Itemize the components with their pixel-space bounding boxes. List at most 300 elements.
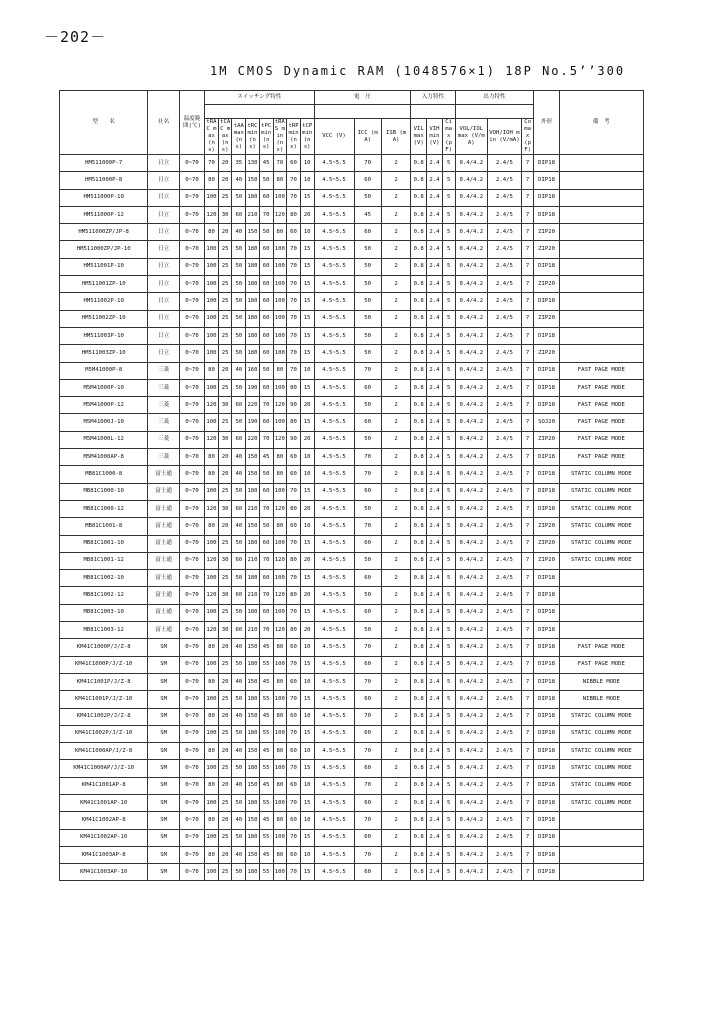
cell-vil: 0.8: [411, 656, 427, 673]
cell-vcc: 4.5~5.5: [314, 379, 354, 396]
cell-temp: 0~70: [179, 224, 204, 241]
cell-t-5: 80: [273, 362, 287, 379]
cell-ci: 5: [442, 829, 455, 846]
cell-part: KM41C1002AP-10: [60, 829, 148, 846]
cell-co: 7: [521, 518, 534, 535]
cell-note: FAST PAGE MODE: [559, 431, 643, 448]
cell-t-0: 80: [205, 172, 219, 189]
column-header: tRAS min (ns): [274, 119, 285, 153]
cell-t-1: 20: [218, 743, 232, 760]
cell-temp: 0~70: [179, 172, 204, 189]
cell-t-2: 60: [232, 206, 246, 223]
cell-ci: 5: [442, 725, 455, 742]
table-row: [60, 500, 644, 517]
cell-icc: 70: [354, 812, 381, 829]
cell-t-1: 25: [218, 414, 232, 431]
cell-icc: 50: [354, 345, 381, 362]
cell-part: MB81C1001-8: [60, 518, 148, 535]
cell-note: FAST PAGE MODE: [559, 656, 643, 673]
cell-t-7: 20: [300, 622, 314, 639]
cell-part: HM511001P-10: [60, 258, 148, 275]
cell-t-4: 45: [259, 449, 273, 466]
cell-t-4: 70: [259, 552, 273, 569]
cell-t-0: 100: [205, 258, 219, 275]
cell-t-4: 45: [259, 155, 273, 172]
cell-pkg: DIP18: [534, 189, 559, 206]
cell-voh: 2.4/5: [488, 310, 522, 327]
cell-ci: 5: [442, 155, 455, 172]
cell-maker: 日立: [148, 206, 180, 223]
cell-pkg: ZIP20: [534, 345, 559, 362]
cell-t-2: 50: [232, 691, 246, 708]
cell-vcc: 4.5~5.5: [314, 691, 354, 708]
cell-vol: 0.4/4.2: [455, 760, 488, 777]
cell-t-6: 70: [287, 241, 301, 258]
cell-maker: SM: [148, 743, 180, 760]
cell-pkg: DIP18: [534, 656, 559, 673]
cell-t-7: 15: [300, 794, 314, 811]
cell-pkg: DIP18: [534, 327, 559, 344]
cell-t-3: 220: [246, 431, 260, 448]
cell-t-4: 60: [259, 327, 273, 344]
cell-t-5: 100: [273, 293, 287, 310]
cell-vil: 0.8: [411, 483, 427, 500]
cell-temp: 0~70: [179, 725, 204, 742]
cell-temp: 0~70: [179, 639, 204, 656]
cell-t-4: 45: [259, 812, 273, 829]
cell-voh: 2.4/5: [488, 449, 522, 466]
cell-voh: 2.4/5: [488, 846, 522, 863]
cell-icc: 60: [354, 224, 381, 241]
cell-vih: 2.4: [427, 656, 443, 673]
cell-isb: 2: [381, 518, 410, 535]
cell-t-3: 180: [246, 570, 260, 587]
cell-vcc: 4.5~5.5: [314, 725, 354, 742]
cell-t-0: 80: [205, 846, 219, 863]
cell-vil: 0.8: [411, 829, 427, 846]
cell-t-5: 100: [273, 241, 287, 258]
table-row: [60, 708, 644, 725]
cell-isb: 2: [381, 206, 410, 223]
cell-vcc: 4.5~5.5: [314, 414, 354, 431]
cell-vcc: 4.5~5.5: [314, 466, 354, 483]
cell-vcc: 4.5~5.5: [314, 639, 354, 656]
cell-t-4: 55: [259, 656, 273, 673]
column-header: ICC (mA): [354, 119, 381, 155]
cell-vol: 0.4/4.2: [455, 518, 488, 535]
cell-t-0: 100: [205, 604, 219, 621]
cell-t-5: 100: [273, 794, 287, 811]
cell-t-7: 15: [300, 189, 314, 206]
cell-voh: 2.4/5: [488, 552, 522, 569]
cell-isb: 2: [381, 656, 410, 673]
cell-part: MB81C1001-12: [60, 552, 148, 569]
cell-co: 7: [521, 206, 534, 223]
cell-note: FAST PAGE MODE: [559, 414, 643, 431]
cell-icc: 60: [354, 725, 381, 742]
cell-t-4: 45: [259, 777, 273, 794]
column-header: VOL/IOL max (V/mA): [455, 119, 488, 155]
cell-t-6: 80: [287, 500, 301, 517]
cell-t-1: 25: [218, 327, 232, 344]
table-row: [60, 414, 644, 431]
cell-pkg: ZIP20: [534, 431, 559, 448]
cell-voh: 2.4/5: [488, 224, 522, 241]
cell-t-7: 15: [300, 760, 314, 777]
cell-maker: SM: [148, 760, 180, 777]
cell-vcc: 4.5~5.5: [314, 206, 354, 223]
cell-t-4: 60: [259, 345, 273, 362]
cell-t-5: 120: [273, 397, 287, 414]
cell-t-1: 20: [218, 673, 232, 690]
cell-vil: 0.8: [411, 708, 427, 725]
cell-t-5: 100: [273, 379, 287, 396]
cell-t-7: 15: [300, 829, 314, 846]
cell-pkg: DIP18: [534, 812, 559, 829]
cell-t-2: 50: [232, 725, 246, 742]
table-row: [60, 449, 644, 466]
cell-isb: 2: [381, 708, 410, 725]
cell-pkg: DIP18: [534, 466, 559, 483]
cell-icc: 50: [354, 622, 381, 639]
cell-vol: 0.4/4.2: [455, 345, 488, 362]
cell-part: MB81C1002-10: [60, 570, 148, 587]
cell-t-7: 10: [300, 846, 314, 863]
cell-part: M5M41000P-12: [60, 397, 148, 414]
cell-t-2: 50: [232, 258, 246, 275]
cell-t-0: 80: [205, 777, 219, 794]
cell-part: KM41C1002AP-8: [60, 812, 148, 829]
cell-icc: 70: [354, 708, 381, 725]
cell-pkg: DIP18: [534, 206, 559, 223]
cell-co: 7: [521, 397, 534, 414]
cell-t-0: 100: [205, 725, 219, 742]
cell-vol: 0.4/4.2: [455, 587, 488, 604]
cell-vol: 0.4/4.2: [455, 172, 488, 189]
cell-note: FAST PAGE MODE: [559, 379, 643, 396]
cell-t-2: 60: [232, 622, 246, 639]
header-output-spacer: [455, 105, 534, 119]
cell-t-5: 100: [273, 310, 287, 327]
table-row: [60, 656, 644, 673]
cell-co: 7: [521, 829, 534, 846]
cell-vol: 0.4/4.2: [455, 241, 488, 258]
cell-vil: 0.8: [411, 258, 427, 275]
cell-vil: 0.8: [411, 794, 427, 811]
cell-vil: 0.8: [411, 449, 427, 466]
cell-t-7: 15: [300, 725, 314, 742]
cell-pkg: DIP18: [534, 708, 559, 725]
cell-t-2: 35: [232, 155, 246, 172]
cell-isb: 2: [381, 604, 410, 621]
column-header: tCP min (ns): [300, 119, 314, 155]
cell-t-1: 25: [218, 293, 232, 310]
cell-icc: 50: [354, 258, 381, 275]
cell-maker: SM: [148, 864, 180, 881]
cell-t-3: 180: [246, 276, 260, 293]
cell-ci: 5: [442, 206, 455, 223]
header-input-group: 入力特性: [411, 91, 455, 105]
cell-part: MB81C1002-12: [60, 587, 148, 604]
cell-t-0: 100: [205, 483, 219, 500]
cell-t-1: 20: [218, 777, 232, 794]
cell-t-0: 80: [205, 708, 219, 725]
cell-t-0: 100: [205, 379, 219, 396]
cell-t-5: 100: [273, 327, 287, 344]
cell-icc: 60: [354, 483, 381, 500]
cell-icc: 50: [354, 431, 381, 448]
cell-t-5: 80: [273, 449, 287, 466]
cell-maker: SM: [148, 673, 180, 690]
cell-pkg: DIP18: [534, 500, 559, 517]
cell-t-3: 180: [246, 345, 260, 362]
cell-t-1: 20: [218, 518, 232, 535]
cell-vcc: 4.5~5.5: [314, 293, 354, 310]
cell-temp: 0~70: [179, 812, 204, 829]
cell-temp: 0~70: [179, 518, 204, 535]
cell-part: MB81C1003-10: [60, 604, 148, 621]
table-row: [60, 673, 644, 690]
cell-icc: 50: [354, 500, 381, 517]
cell-t-3: 150: [246, 466, 260, 483]
cell-pkg: DIP18: [534, 639, 559, 656]
cell-t-2: 60: [232, 431, 246, 448]
cell-isb: 2: [381, 743, 410, 760]
column-header: Co max (pF): [521, 119, 534, 155]
cell-vol: 0.4/4.2: [455, 449, 488, 466]
table-row: [60, 535, 644, 552]
cell-t-4: 70: [259, 206, 273, 223]
cell-note: STATIC COLUMN MODE: [559, 777, 643, 794]
cell-part: HM511000ZP/JP-8: [60, 224, 148, 241]
cell-icc: 60: [354, 535, 381, 552]
cell-vih: 2.4: [427, 725, 443, 742]
cell-icc: 60: [354, 864, 381, 881]
cell-co: 7: [521, 327, 534, 344]
cell-t-7: 20: [300, 552, 314, 569]
cell-t-7: 15: [300, 414, 314, 431]
cell-maker: 富士通: [148, 466, 180, 483]
cell-note: [559, 587, 643, 604]
cell-vil: 0.8: [411, 587, 427, 604]
cell-voh: 2.4/5: [488, 829, 522, 846]
cell-vol: 0.4/4.2: [455, 639, 488, 656]
cell-t-5: 100: [273, 276, 287, 293]
cell-part: MB81C1000-10: [60, 483, 148, 500]
cell-t-6: 70: [287, 829, 301, 846]
cell-t-4: 60: [259, 414, 273, 431]
cell-t-1: 20: [218, 224, 232, 241]
cell-isb: 2: [381, 449, 410, 466]
cell-vil: 0.8: [411, 552, 427, 569]
table-row: [60, 483, 644, 500]
cell-temp: 0~70: [179, 500, 204, 517]
cell-voh: 2.4/5: [488, 327, 522, 344]
cell-t-6: 60: [287, 708, 301, 725]
table-row: [60, 864, 644, 881]
cell-t-0: 120: [205, 622, 219, 639]
cell-t-1: 25: [218, 379, 232, 396]
cell-t-0: 80: [205, 743, 219, 760]
cell-t-0: 80: [205, 224, 219, 241]
cell-t-1: 25: [218, 241, 232, 258]
cell-t-1: 20: [218, 449, 232, 466]
cell-t-3: 210: [246, 587, 260, 604]
cell-t-1: 25: [218, 483, 232, 500]
cell-t-3: 180: [246, 725, 260, 742]
cell-temp: 0~70: [179, 846, 204, 863]
cell-t-3: 180: [246, 241, 260, 258]
cell-t-7: 15: [300, 258, 314, 275]
cell-part: HM511000P-8: [60, 172, 148, 189]
cell-t-7: 10: [300, 708, 314, 725]
table-row: [60, 362, 644, 379]
cell-vcc: 4.5~5.5: [314, 310, 354, 327]
cell-t-7: 20: [300, 500, 314, 517]
cell-vol: 0.4/4.2: [455, 708, 488, 725]
cell-t-1: 30: [218, 552, 232, 569]
cell-t-5: 80: [273, 777, 287, 794]
cell-maker: SM: [148, 639, 180, 656]
cell-t-1: 30: [218, 587, 232, 604]
cell-t-6: 60: [287, 155, 301, 172]
cell-pkg: DIP18: [534, 379, 559, 396]
cell-t-4: 70: [259, 500, 273, 517]
cell-vil: 0.8: [411, 622, 427, 639]
cell-part: HM511001ZP-10: [60, 276, 148, 293]
cell-pkg: DIP18: [534, 362, 559, 379]
cell-icc: 50: [354, 241, 381, 258]
table-row: [60, 276, 644, 293]
cell-t-3: 190: [246, 414, 260, 431]
cell-t-0: 100: [205, 794, 219, 811]
cell-t-4: 70: [259, 587, 273, 604]
cell-temp: 0~70: [179, 155, 204, 172]
cell-t-6: 70: [287, 345, 301, 362]
cell-t-7: 20: [300, 587, 314, 604]
cell-note: [559, 241, 643, 258]
cell-voh: 2.4/5: [488, 604, 522, 621]
cell-t-5: 120: [273, 500, 287, 517]
column-header: tAA max (ns): [232, 119, 246, 155]
cell-ci: 5: [442, 293, 455, 310]
cell-maker: 日立: [148, 155, 180, 172]
cell-ci: 5: [442, 189, 455, 206]
cell-note: [559, 258, 643, 275]
cell-co: 7: [521, 777, 534, 794]
cell-icc: 50: [354, 276, 381, 293]
cell-maker: SM: [148, 794, 180, 811]
table-row: [60, 725, 644, 742]
cell-t-5: 100: [273, 258, 287, 275]
column-header: tPC min (ns): [259, 119, 273, 155]
cell-note: [559, 206, 643, 223]
table-row: [60, 777, 644, 794]
cell-ci: 5: [442, 760, 455, 777]
cell-t-7: 10: [300, 743, 314, 760]
table-row: [60, 743, 644, 760]
cell-vcc: 4.5~5.5: [314, 812, 354, 829]
cell-vih: 2.4: [427, 293, 443, 310]
cell-icc: 50: [354, 587, 381, 604]
cell-maker: SM: [148, 656, 180, 673]
cell-temp: 0~70: [179, 449, 204, 466]
cell-part: M5M41000L-12: [60, 431, 148, 448]
cell-isb: 2: [381, 414, 410, 431]
table-row: [60, 241, 644, 258]
cell-icc: 60: [354, 760, 381, 777]
cell-part: MB81C1000-8: [60, 466, 148, 483]
cell-maker: 日立: [148, 293, 180, 310]
cell-temp: 0~70: [179, 570, 204, 587]
cell-ci: 5: [442, 639, 455, 656]
cell-vcc: 4.5~5.5: [314, 760, 354, 777]
cell-t-2: 40: [232, 224, 246, 241]
cell-t-2: 50: [232, 189, 246, 206]
cell-maker: 富士通: [148, 587, 180, 604]
cell-vil: 0.8: [411, 327, 427, 344]
cell-temp: 0~70: [179, 189, 204, 206]
cell-t-2: 50: [232, 570, 246, 587]
cell-ci: 5: [442, 570, 455, 587]
cell-isb: 2: [381, 777, 410, 794]
cell-t-2: 60: [232, 587, 246, 604]
cell-vih: 2.4: [427, 414, 443, 431]
cell-t-3: 210: [246, 552, 260, 569]
cell-t-7: 20: [300, 431, 314, 448]
cell-t-4: 45: [259, 639, 273, 656]
cell-voh: 2.4/5: [488, 500, 522, 517]
cell-isb: 2: [381, 587, 410, 604]
cell-ci: 5: [442, 552, 455, 569]
cell-t-2: 50: [232, 327, 246, 344]
cell-t-2: 50: [232, 241, 246, 258]
cell-vcc: 4.5~5.5: [314, 224, 354, 241]
cell-t-3: 150: [246, 172, 260, 189]
cell-vil: 0.8: [411, 535, 427, 552]
cell-voh: 2.4/5: [488, 345, 522, 362]
cell-part: M5M41000J-10: [60, 414, 148, 431]
cell-co: 7: [521, 708, 534, 725]
cell-t-2: 40: [232, 639, 246, 656]
cell-t-4: 45: [259, 743, 273, 760]
cell-ci: 5: [442, 518, 455, 535]
cell-ci: 5: [442, 172, 455, 189]
cell-vol: 0.4/4.2: [455, 622, 488, 639]
cell-temp: 0~70: [179, 587, 204, 604]
cell-t-2: 50: [232, 345, 246, 362]
cell-co: 7: [521, 379, 534, 396]
cell-co: 7: [521, 483, 534, 500]
cell-t-1: 25: [218, 310, 232, 327]
cell-ci: 5: [442, 449, 455, 466]
cell-t-3: 210: [246, 206, 260, 223]
cell-vol: 0.4/4.2: [455, 189, 488, 206]
cell-voh: 2.4/5: [488, 414, 522, 431]
cell-vih: 2.4: [427, 483, 443, 500]
cell-t-1: 25: [218, 794, 232, 811]
cell-part: HM511000P-12: [60, 206, 148, 223]
cell-part: KM41C1002P/J/Z-8: [60, 708, 148, 725]
cell-part: HM511002P-10: [60, 293, 148, 310]
cell-t-1: 20: [218, 155, 232, 172]
table-row: [60, 622, 644, 639]
cell-part: HM511002ZP-10: [60, 310, 148, 327]
cell-temp: 0~70: [179, 552, 204, 569]
cell-vil: 0.8: [411, 500, 427, 517]
cell-vih: 2.4: [427, 449, 443, 466]
cell-vil: 0.8: [411, 224, 427, 241]
